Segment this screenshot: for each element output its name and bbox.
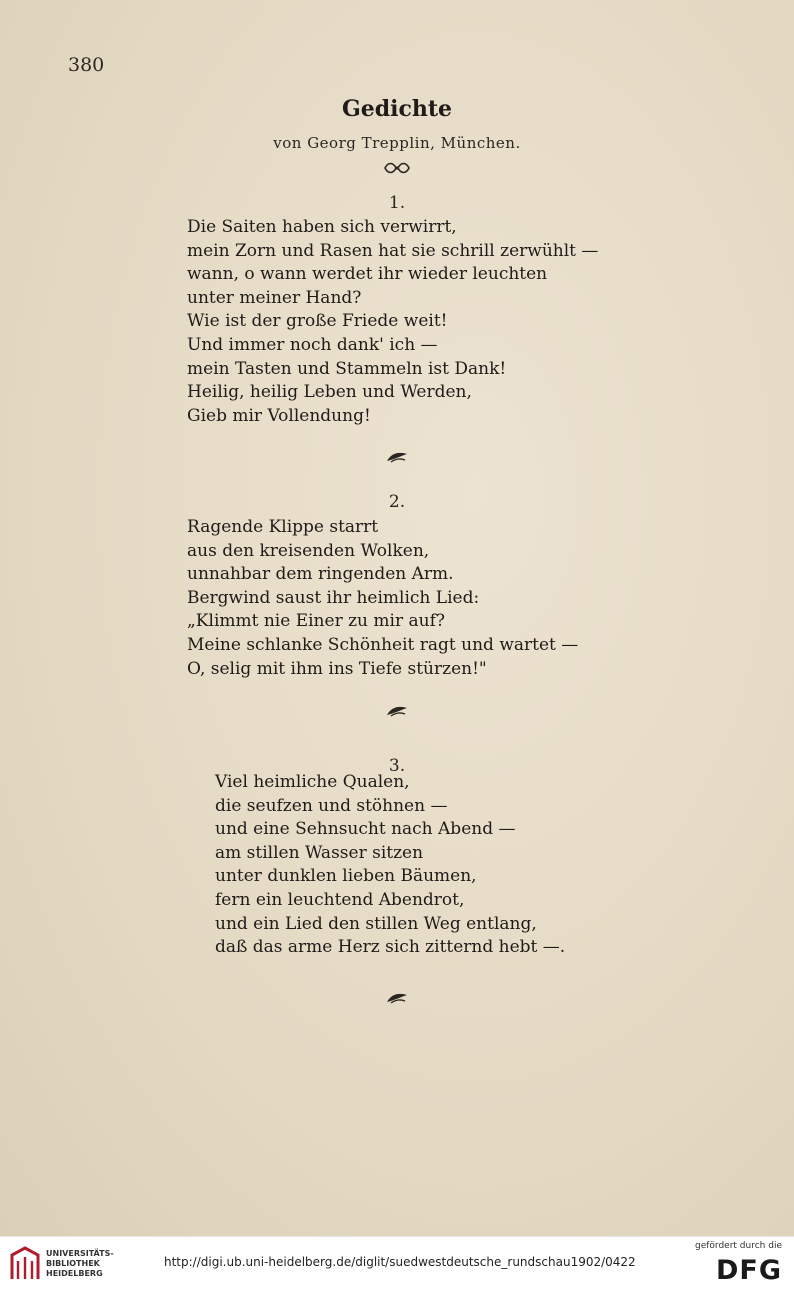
verse-line: unter dunklen lieben Bäumen,: [215, 866, 477, 887]
verse-line: wann, o wann werdet ihr wieder leuchten: [187, 264, 548, 285]
dfg-logo[interactable]: DFG: [715, 1255, 782, 1286]
leaf-ornament-icon: [0, 990, 794, 1009]
university-library-logo-icon[interactable]: [8, 1245, 42, 1287]
verse-line: Bergwind saust ihr heimlich Lied:: [187, 587, 480, 608]
verse-line: Viel heimliche Qualen,: [215, 772, 410, 792]
verse-line: Und immer noch dank' ich —: [187, 334, 438, 355]
verse-line: mein Zorn und Rasen hat sie schrill zerwühlt —: [187, 240, 599, 261]
verse-line: die seufzen und stöhnen —: [215, 795, 448, 816]
verse-line: und eine Sehnsucht nach Abend —: [215, 819, 516, 840]
poem-3-stanza: [215, 771, 565, 960]
verse-line: Gieb mir Vollendung!: [187, 405, 371, 426]
verse-line: aus den kreisenden Wolken,: [187, 540, 430, 561]
verse-line: O, selig mit ihm ins Tiefe stürzen!": [187, 658, 487, 679]
library-name-line: UNIVERSITÄTS-: [46, 1249, 114, 1258]
verse-line: „Klimmt nie Einer zu mir auf?: [187, 611, 445, 632]
page-number: 380: [68, 54, 105, 76]
verse-line: Ragende Klippe starrt: [187, 517, 379, 537]
verse-line: Heilig, heilig Leben und Werden,: [187, 382, 472, 403]
verse-line: unnahbar dem ringenden Arm.: [187, 564, 454, 585]
leaf-ornament-icon: [0, 449, 794, 468]
poem-1-stanza: [187, 216, 598, 428]
sponsor-caption: gefördert durch die: [695, 1241, 782, 1251]
poem-1-number: 1.: [388, 193, 406, 213]
author-byline: von Georg Trepplin, München.: [273, 134, 521, 152]
poem-3-number: 3.: [388, 756, 406, 776]
page-title: Gedichte: [341, 96, 453, 122]
verse-line: Wie ist der große Friede weit!: [187, 311, 448, 332]
library-name-line: HEIDELBERG: [46, 1269, 103, 1278]
viewer-footer: [0, 1236, 794, 1290]
permalink-url[interactable]: http://digi.ub.uni-heidelberg.de/diglit/suedwestdeutsche_rundschau1902/0422: [164, 1255, 636, 1269]
verse-line: Die Saiten haben sich verwirrt,: [187, 217, 457, 237]
poem-2-number: 2.: [388, 492, 406, 512]
library-name-line: BIBLIOTHEK: [46, 1259, 100, 1268]
verse-line: fern ein leuchtend Abendrot,: [215, 889, 465, 910]
verse-line: daß das arme Herz sich zitternd hebt —.: [215, 937, 566, 958]
leaf-ornament-icon: [0, 703, 794, 722]
verse-line: unter meiner Hand?: [187, 287, 362, 308]
verse-line: mein Tasten und Stammeln ist Dank!: [187, 358, 507, 379]
verse-line: am stillen Wasser sitzen: [215, 842, 424, 863]
library-name: [46, 1249, 114, 1279]
verse-line: und ein Lied den stillen Weg entlang,: [215, 913, 537, 934]
verse-line: Meine schlanke Schönheit ragt und wartet —: [187, 634, 579, 655]
fleuron-icon: [0, 160, 794, 179]
poem-2-stanza: [187, 516, 578, 681]
